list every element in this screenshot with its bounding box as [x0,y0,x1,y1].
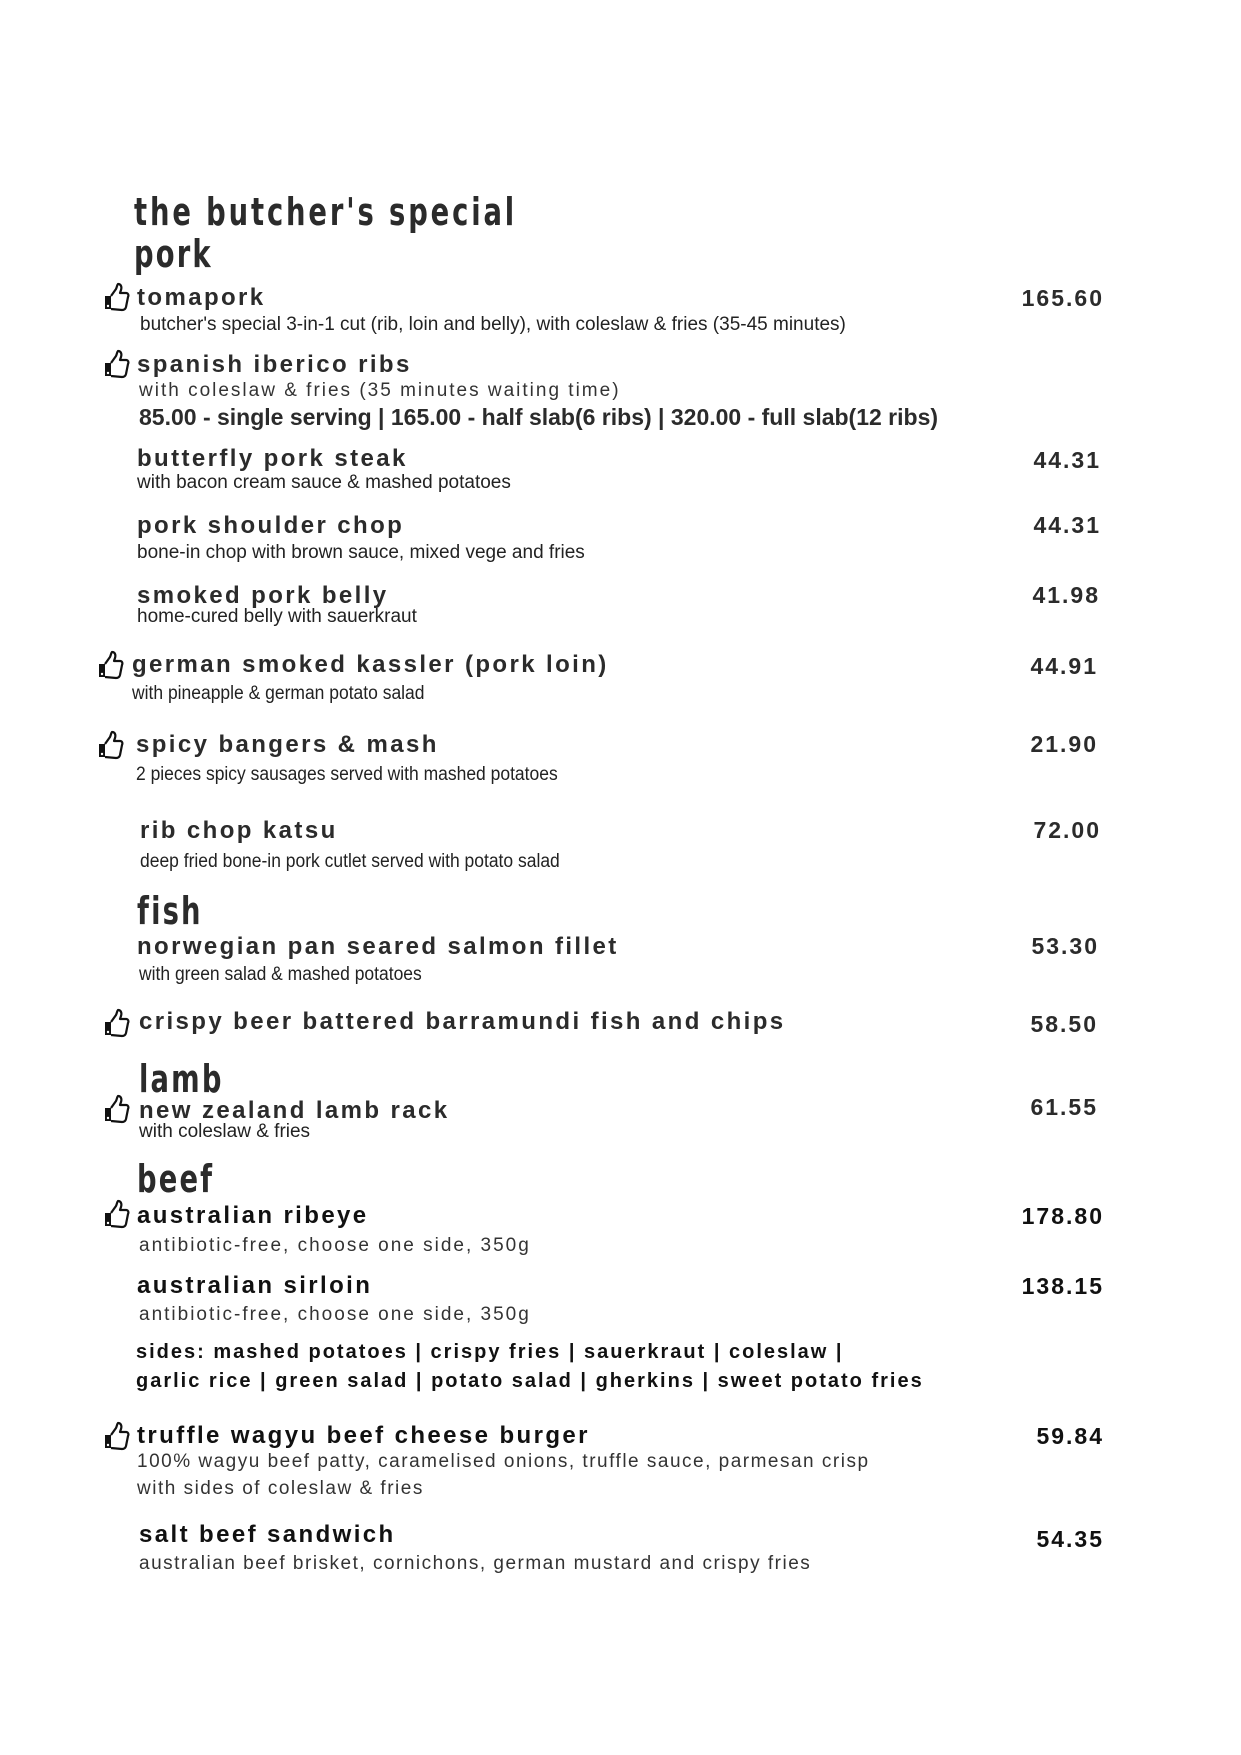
item-name-bangers-mash: spicy bangers & mash [136,731,439,758]
section-heading-fish: fish [137,889,203,933]
item-desc-salmon: with green salad & mashed potatoes [139,964,422,985]
item-name-salt-beef-sandwich: salt beef sandwich [139,1521,396,1548]
thumbs-up-icon [102,1094,130,1124]
item-desc-tomapork: butcher's special 3-in-1 cut (rib, loin and belly), with coleslaw & fries (35-45 minutes) [140,314,846,335]
item-price-barramundi: 58.50 [1030,1011,1098,1037]
item-desc-butterfly-pork-steak: with bacon cream sauce & mashed potatoes [137,472,511,493]
item-name-sirloin: australian sirloin [137,1272,373,1299]
item-name-ribeye: australian ribeye [137,1202,369,1229]
item-price-salmon: 53.30 [1031,933,1099,959]
item-desc-ribeye: antibiotic-free, choose one side, 350g [139,1235,531,1256]
item-price-rib-chop-katsu: 72.00 [1033,817,1101,843]
item-price-pork-shoulder-chop: 44.31 [1033,512,1101,538]
item-name-smoked-pork-belly: smoked pork belly [137,582,389,609]
item-desc-lamb-rack: with coleslaw & fries [139,1121,311,1142]
thumbs-up-icon [96,730,124,760]
item-name-barramundi: crispy beer battered barramundi fish and chips [139,1008,786,1035]
item-price-ribeye: 178.80 [1021,1203,1104,1229]
item-name-butterfly-pork-steak: butterfly pork steak [137,445,408,472]
item-price-sirloin: 138.15 [1021,1273,1104,1299]
item-name-pork-shoulder-chop: pork shoulder chop [137,512,405,539]
item-price-butterfly-pork-steak: 44.31 [1033,447,1101,473]
item-desc2-wagyu-burger: with sides of coleslaw & fries [137,1478,424,1499]
item-desc-kassler: with pineapple & german potato salad [132,683,425,704]
item-desc-rib-chop-katsu: deep fried bone-in pork cutlet served with potato salad [140,851,560,872]
thumbs-up-icon [102,1421,130,1451]
item-price-tomapork: 165.60 [1021,285,1104,311]
item-desc-wagyu-burger: 100% wagyu beef patty, caramelised onions, truffle sauce, parmesan crisp [137,1451,870,1472]
item-desc-salt-beef-sandwich: australian beef brisket, cornichons, german mustard and crispy fries [139,1553,812,1574]
item-price-smoked-pork-belly: 41.98 [1032,582,1100,608]
item-desc-iberico-ribs: with coleslaw & fries (35 minutes waiting time) [139,380,621,401]
section-heading-beef: beef [137,1157,215,1201]
item-options-iberico-ribs: 85.00 - single serving | 165.00 - half slab(6 ribs) | 320.00 - full slab(12 ribs) [139,404,939,430]
item-name-tomapork: tomapork [137,284,266,311]
item-price-bangers-mash: 21.90 [1030,731,1098,757]
item-name-rib-chop-katsu: rib chop katsu [140,817,338,844]
item-price-kassler: 44.91 [1030,653,1098,679]
item-price-lamb-rack: 61.55 [1030,1094,1098,1120]
sides-list-line-2: garlic rice | green salad | potato salad | gherkins | sweet potato fries [136,1370,924,1392]
item-desc-smoked-pork-belly: home-cured belly with sauerkraut [137,606,417,627]
item-name-salmon: norwegian pan seared salmon fillet [137,933,619,960]
item-name-iberico-ribs: spanish iberico ribs [137,351,412,378]
thumbs-up-icon [102,1008,130,1038]
thumbs-up-icon [96,650,124,680]
item-name-wagyu-burger: truffle wagyu beef cheese burger [137,1422,590,1449]
thumbs-up-icon [102,1199,130,1229]
thumbs-up-icon [102,282,130,312]
item-price-salt-beef-sandwich: 54.35 [1036,1526,1104,1552]
item-name-kassler: german smoked kassler (pork loin) [132,651,609,678]
item-name-lamb-rack: new zealand lamb rack [139,1097,450,1124]
menu-title: the butcher's special [134,190,518,234]
section-heading-lamb: lamb [139,1057,224,1101]
item-desc-pork-shoulder-chop: bone-in chop with brown sauce, mixed vege and fries [137,542,585,563]
section-heading-pork: pork [134,232,213,276]
item-desc-bangers-mash: 2 pieces spicy sausages served with mashed potatoes [136,764,558,785]
sides-list-line-1: sides: mashed potatoes | crispy fries | sauerkraut | coleslaw | [136,1341,844,1363]
item-price-wagyu-burger: 59.84 [1036,1423,1104,1449]
item-desc-sirloin: antibiotic-free, choose one side, 350g [139,1304,531,1325]
thumbs-up-icon [102,349,130,379]
